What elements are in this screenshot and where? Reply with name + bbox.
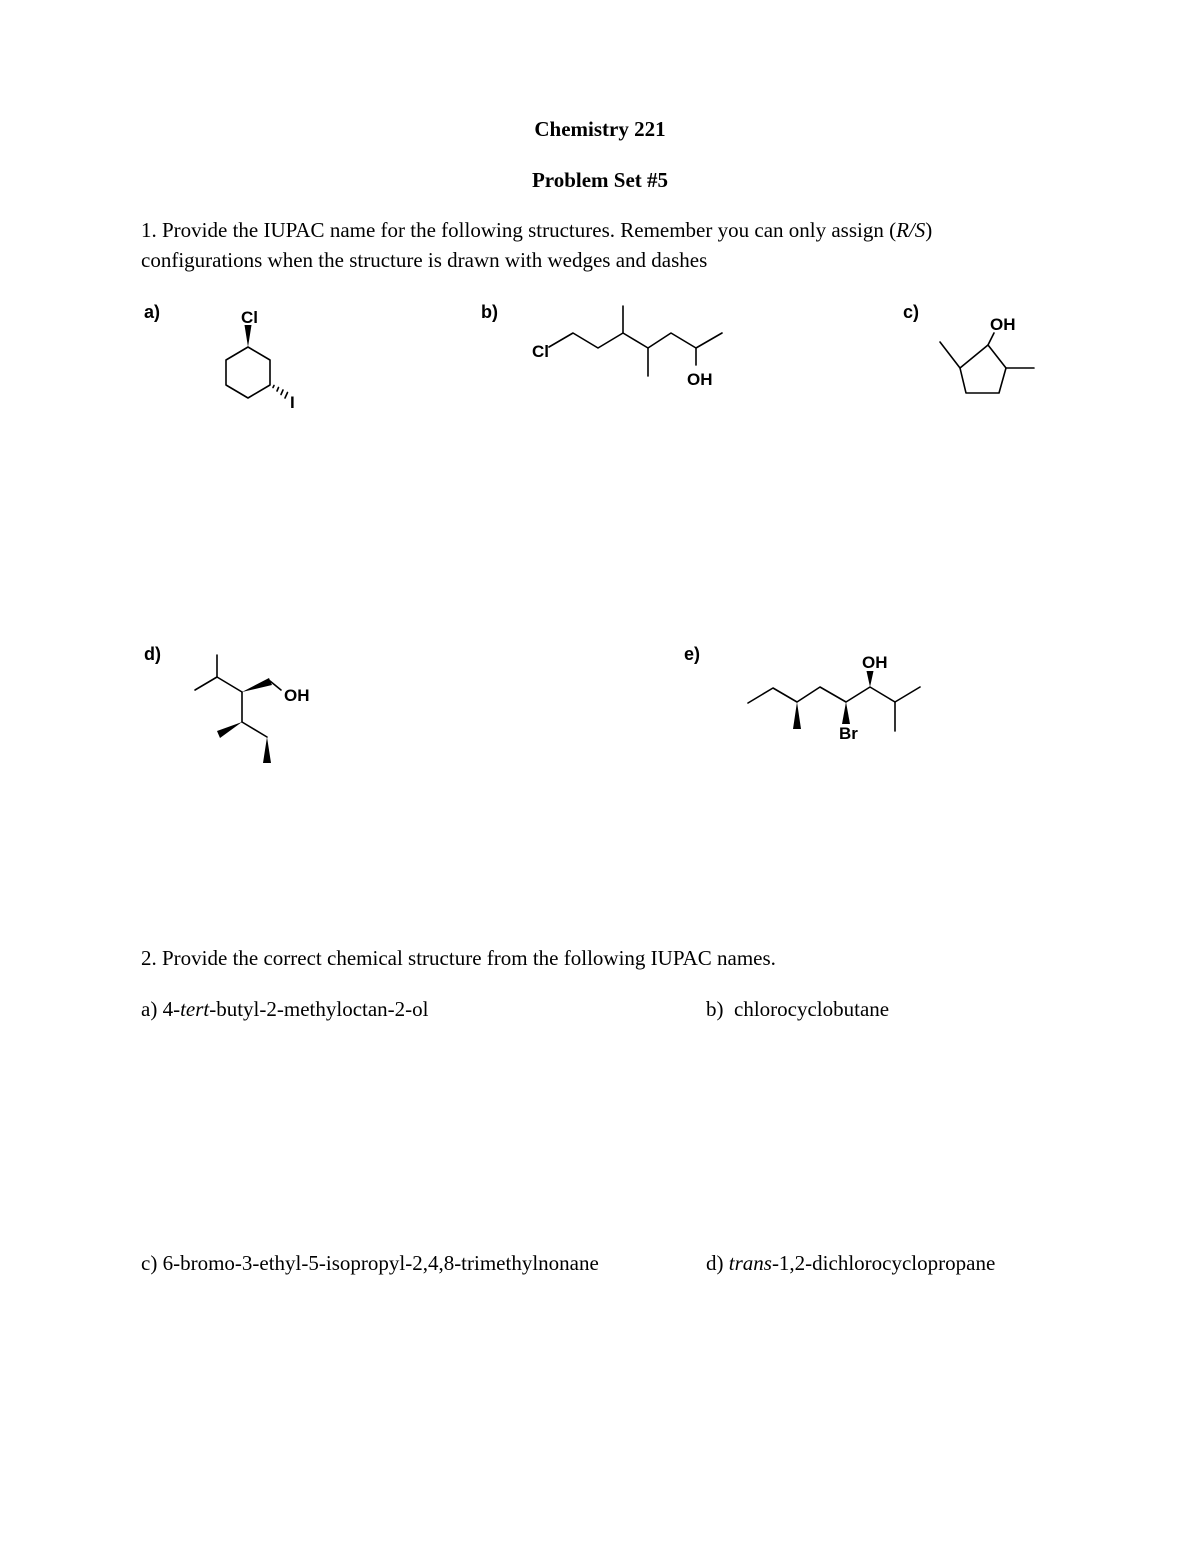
question-2b-name: chlorocyclobutane xyxy=(734,997,890,1021)
question-2d xyxy=(706,1251,995,1276)
hydroxyl-group: OH xyxy=(687,370,713,389)
cyclohexane-ring xyxy=(226,347,270,398)
oh-bond xyxy=(270,681,281,690)
question-2d-label: d) xyxy=(706,1251,729,1275)
main-chain xyxy=(748,687,920,703)
question-1-line-1 xyxy=(141,218,932,243)
structure-label-c: c) xyxy=(903,302,920,322)
question-1-line-2: configurations when the structure is drawn with wedges and dashes xyxy=(141,248,708,272)
structure-d xyxy=(185,640,325,780)
wedge-bond xyxy=(242,678,272,692)
wedge-bond xyxy=(867,671,874,687)
structure-label-e: e) xyxy=(684,644,701,664)
question-2-number: 2. xyxy=(141,946,157,970)
question-2a-label: a) 4- xyxy=(141,997,181,1021)
hydroxyl-group: OH xyxy=(990,315,1016,334)
problem-set-title: Problem Set #5 xyxy=(531,168,669,192)
question-2d-name: -1,2-dichlorocyclopropane xyxy=(771,1251,996,1275)
question-2c xyxy=(141,1251,599,1276)
wedge-bond xyxy=(842,702,850,724)
structure-label-d: d) xyxy=(144,644,161,664)
structure-label-b: b) xyxy=(481,302,498,322)
structure-e xyxy=(740,640,940,750)
question-2b-label: b) xyxy=(706,997,734,1021)
question-1-number: 1. xyxy=(141,218,157,242)
structure-label-a: a) xyxy=(144,302,161,322)
question-2-line xyxy=(141,946,776,971)
question-2a-italic: tert xyxy=(180,997,210,1021)
chlorine-atom: Cl xyxy=(241,308,258,327)
question-1-text-end: ) xyxy=(925,218,933,242)
course-title: Chemistry 221 xyxy=(534,117,666,141)
hydroxyl-group: OH xyxy=(862,653,888,672)
ethyl-bond xyxy=(242,722,267,737)
question-2c-name: 6-bromo-3-ethyl-5-isopropyl-2,4,8-trimethylnonane xyxy=(162,1251,599,1275)
wedge-bond xyxy=(217,722,242,738)
cyclopentane-ring xyxy=(960,345,1006,393)
question-2-text: Provide the correct chemical structure from the following IUPAC names. xyxy=(162,946,776,970)
structure-c xyxy=(930,295,1050,405)
iodine-atom: I xyxy=(290,393,295,412)
chlorine-atom: Cl xyxy=(532,342,549,361)
question-2a-name: -butyl-2-methyloctan-2-ol xyxy=(209,997,429,1021)
hydroxyl-group: OH xyxy=(284,686,310,705)
question-2b xyxy=(706,997,889,1022)
question-2a xyxy=(141,997,429,1022)
methyl-branch xyxy=(940,342,960,368)
isopropyl-bond xyxy=(195,677,217,690)
question-2d-italic: trans xyxy=(728,1251,772,1275)
wedge-bond xyxy=(245,325,252,347)
wedge-bond xyxy=(793,702,801,729)
structure-a xyxy=(190,295,330,420)
question-1-text: Provide the IUPAC name for the following structures. Remember you can only assign ( xyxy=(162,218,897,242)
question-2c-label: c) xyxy=(141,1251,163,1275)
rs-term: R/S xyxy=(896,218,926,242)
wedge-bond xyxy=(263,737,271,763)
isopropyl-bond xyxy=(217,677,242,692)
structure-b xyxy=(525,295,735,395)
main-chain xyxy=(549,333,722,348)
oh-bond xyxy=(988,333,994,345)
hash-bond xyxy=(273,386,288,399)
bromine-atom: Br xyxy=(839,724,858,743)
